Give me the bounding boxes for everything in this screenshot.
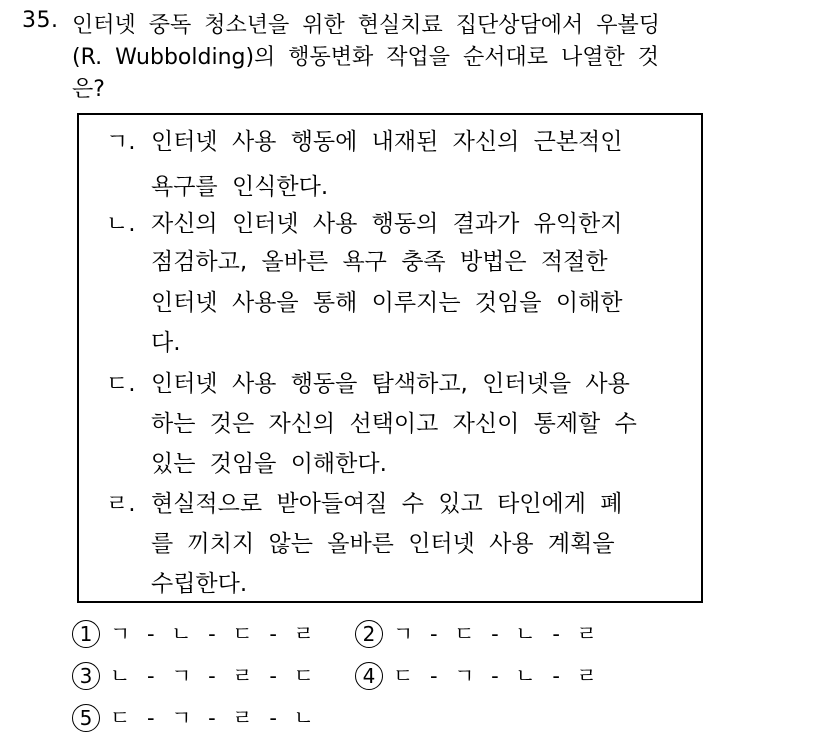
choice-text: ㄴ - ㄱ - ㄹ - ㄷ xyxy=(110,664,314,688)
question-line-3: 은? xyxy=(72,77,105,102)
statement-line: 수립한다. xyxy=(151,571,248,597)
statement-line: 인터넷 사용을 통해 이루지는 것임을 이해한 xyxy=(151,290,623,316)
question-line-1: 인터넷 중독 청소년을 위한 현실치료 집단상담에서 우볼딩 xyxy=(72,13,661,38)
question-line-2: (R. Wubbolding)의 행동변화 작업을 순서대로 나열한 것 xyxy=(72,45,660,70)
choice-text: ㄷ - ㄱ - ㄹ - ㄴ xyxy=(110,706,314,730)
statement-marker: ㄱ. xyxy=(106,129,136,155)
choice-1[interactable] xyxy=(72,618,314,648)
statement-marker: ㄷ. xyxy=(106,371,136,397)
choice-text: ㄱ - ㄷ - ㄴ - ㄹ xyxy=(393,622,597,646)
statement-line: 점검하고, 올바른 욕구 충족 방법은 적절한 xyxy=(151,249,608,275)
statement-marker: ㄴ. xyxy=(106,211,136,237)
statement-line: 있는 것임을 이해한다. xyxy=(151,451,387,477)
statement-line: 다. xyxy=(151,330,181,356)
statement-box xyxy=(77,113,703,603)
choice-number: 2 xyxy=(355,620,383,648)
statement-line: 를 끼치지 않는 올바른 인터넷 사용 계획을 xyxy=(151,531,615,557)
choice-5[interactable] xyxy=(72,702,314,732)
choice-number: 3 xyxy=(72,662,100,690)
statement-line: 욕구를 인식한다. xyxy=(151,174,329,200)
question-number: 35. xyxy=(22,8,59,33)
statement-line: 자신의 인터넷 사용 행동의 결과가 유익한지 xyxy=(151,211,623,237)
statement-line: 인터넷 사용 행동에 내재된 자신의 근본적인 xyxy=(151,129,623,155)
statement-line: 인터넷 사용 행동을 탐색하고, 인터넷을 사용 xyxy=(151,371,630,397)
choice-number: 4 xyxy=(355,662,383,690)
choice-4[interactable] xyxy=(355,660,597,690)
statement-line: 하는 것은 자신의 선택이고 자신이 통제할 수 xyxy=(151,411,637,437)
choice-text: ㄱ - ㄴ - ㄷ - ㄹ xyxy=(110,622,314,646)
statement-line: 현실적으로 받아들여질 수 있고 타인에게 폐 xyxy=(151,491,623,517)
choice-text: ㄷ - ㄱ - ㄴ - ㄹ xyxy=(393,664,597,688)
choice-2[interactable] xyxy=(355,618,597,648)
choice-number: 5 xyxy=(72,704,100,732)
statement-marker: ㄹ. xyxy=(106,491,136,517)
choice-number: 1 xyxy=(72,620,100,648)
choice-3[interactable] xyxy=(72,660,314,690)
